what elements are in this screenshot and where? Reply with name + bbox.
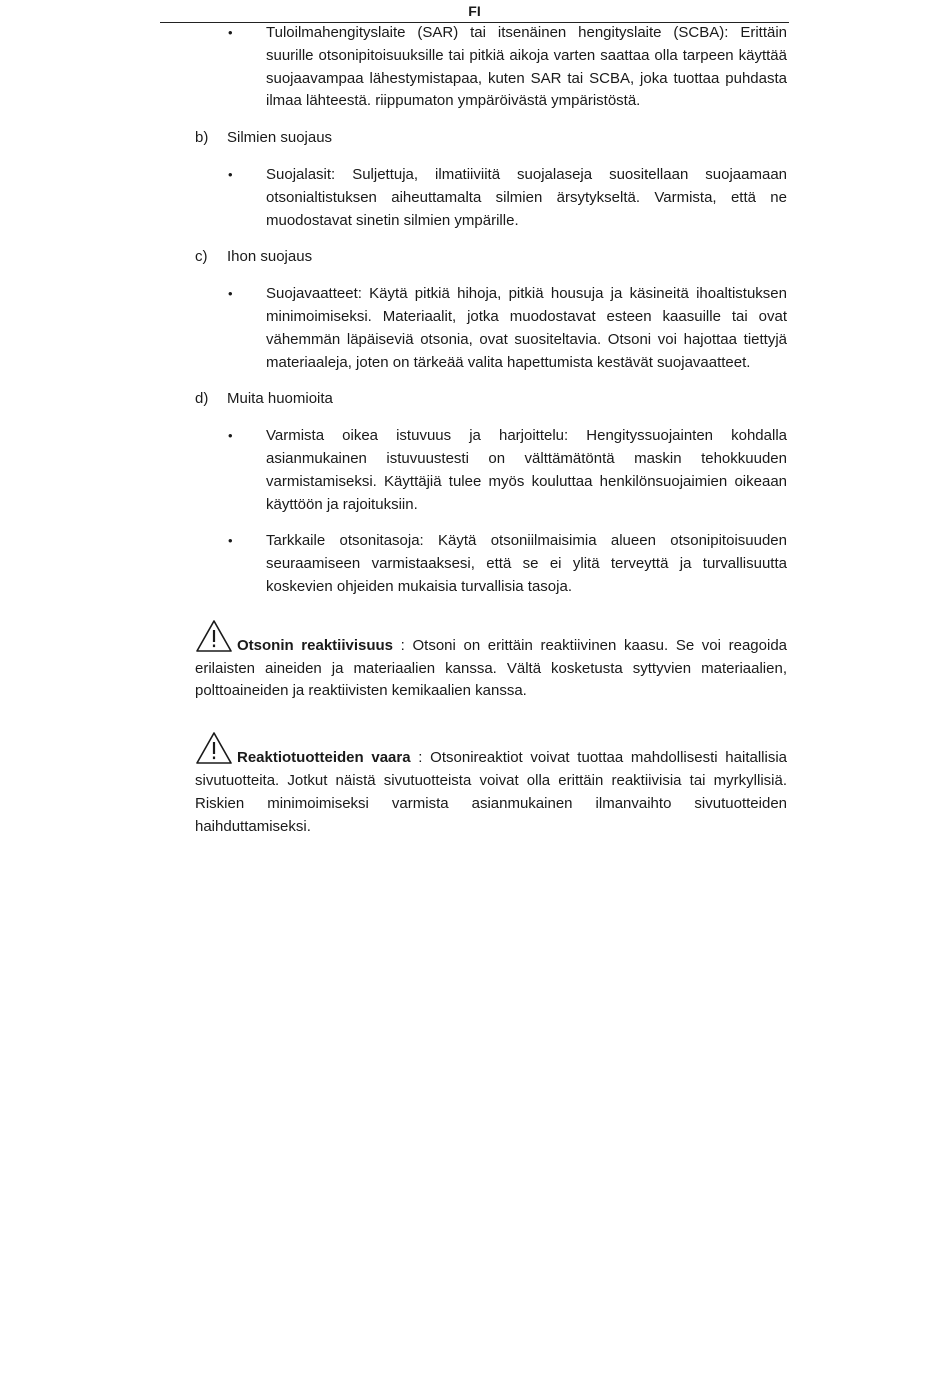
language-label: FI [468,3,481,19]
bullet-icon: • [228,533,233,549]
warning-text: : Otsoni on erittäin reaktiivinen kaasu. Se voi reagoida erilaisten aineiden ja materiaalien kanssa. Vältä kosketusta syttyvien materiaalien, polttoaineiden ja reaktiivisten kemikaalien kanssa. [195,636,788,700]
warning-triangle-icon [195,619,233,653]
bullet-text: Varmista oikea istuvuus ja harjoittelu: Hengityssuojainten kohdalla asianmukainen istuvuustesti on välttämätöntä maskin tehokkuuden varmistamiseksi. Käyttäjiä tulee myös kouluttaa henkilönsuojaimien oikeaan käyttöön ja rajoituksiin. [266,427,787,513]
section-heading-skin-protection [195,246,787,269]
warning-triangle-icon [195,731,233,765]
bullet-text: Tuloilmahengityslaite (SAR) tai itsenäinen hengityslaite (SCBA): Erittäin suurille otsonipitoisuuksille tai pitkiä aikoja varten saattaa olla tarpeen käyttää suojaavampaa lähestymistapaa, kuten SAR tai SCBA, joka tuottaa puhdasta ilmaa lähteestä. riippumaton ympäröivästä ympäristöstä. [266,24,787,110]
section-heading-eye-protection [195,127,787,150]
warning-reaction-products [195,731,787,838]
section-letter: c) [195,248,208,266]
list-item [195,22,787,113]
list-item [195,530,787,598]
section-title: Silmien suojaus [227,129,333,147]
bullet-text: Suojalasit: Suljettuja, ilmatiiviitä suojalaseja suositellaan suojaamaan otsonialtistuksen aiheuttamalta silmien ärsytykseltä. Varmista, että ne muodostavat sinetin silmien ympärille. [266,165,787,229]
bullet-text: Suojavaatteet: Käytä pitkiä hihoja, pitkiä housuja ja käsineitä ihoaltistuksen minimoimiseksi. Materiaalit, jotka muodostavat esteen kaasuille tai ovat vähemmän läpäiseviä otsonia, ovat suositeltavia. Otsoni voi hajottaa tiettyjä materiaaleja, joten on tärkeää valita hapettumista kestävät suojavaatteet. [266,285,787,371]
list-item [195,283,787,374]
warning-text: : Otsonireaktiot voivat tuottaa mahdollisesti haitallisia sivutuotteita. Jotkut näistä sivutuotteista voivat olla erittäin reaktiivisia tai myrkyllisiä. Riskien minimoimiseksi varmista asianmukainen ilmanvaihto sivutuotteiden haihduttamiseksi. [195,749,787,835]
section-letter: d) [195,390,209,408]
section-title: Muita huomioita [227,390,333,408]
section-heading-other-considerations [195,388,787,411]
warning-title: Reaktiotuotteiden vaara [237,749,411,767]
bullet-text: Tarkkaile otsonitasoja: Käytä otsoniilmaisimia alueen otsonipitoisuuden seuraamiseen varmistaaksesi, että se ei ylitä terveyttä ja turvallisuutta koskevien ohjeiden mukaisia turvallisia tasoja. [266,532,787,595]
list-item [195,164,787,232]
list-item [195,425,787,516]
page-header [160,0,789,23]
bullet-icon: • [228,25,233,40]
warning-ozone-reactivity [195,619,787,703]
bullet-icon: • [228,428,233,444]
document-body [195,22,787,838]
section-letter: b) [195,129,209,147]
bullet-icon: • [228,166,233,182]
section-title: Ihon suojaus [227,248,313,266]
bullet-icon: • [228,286,233,302]
warning-title: Otsonin reaktiivisuus [237,636,394,654]
